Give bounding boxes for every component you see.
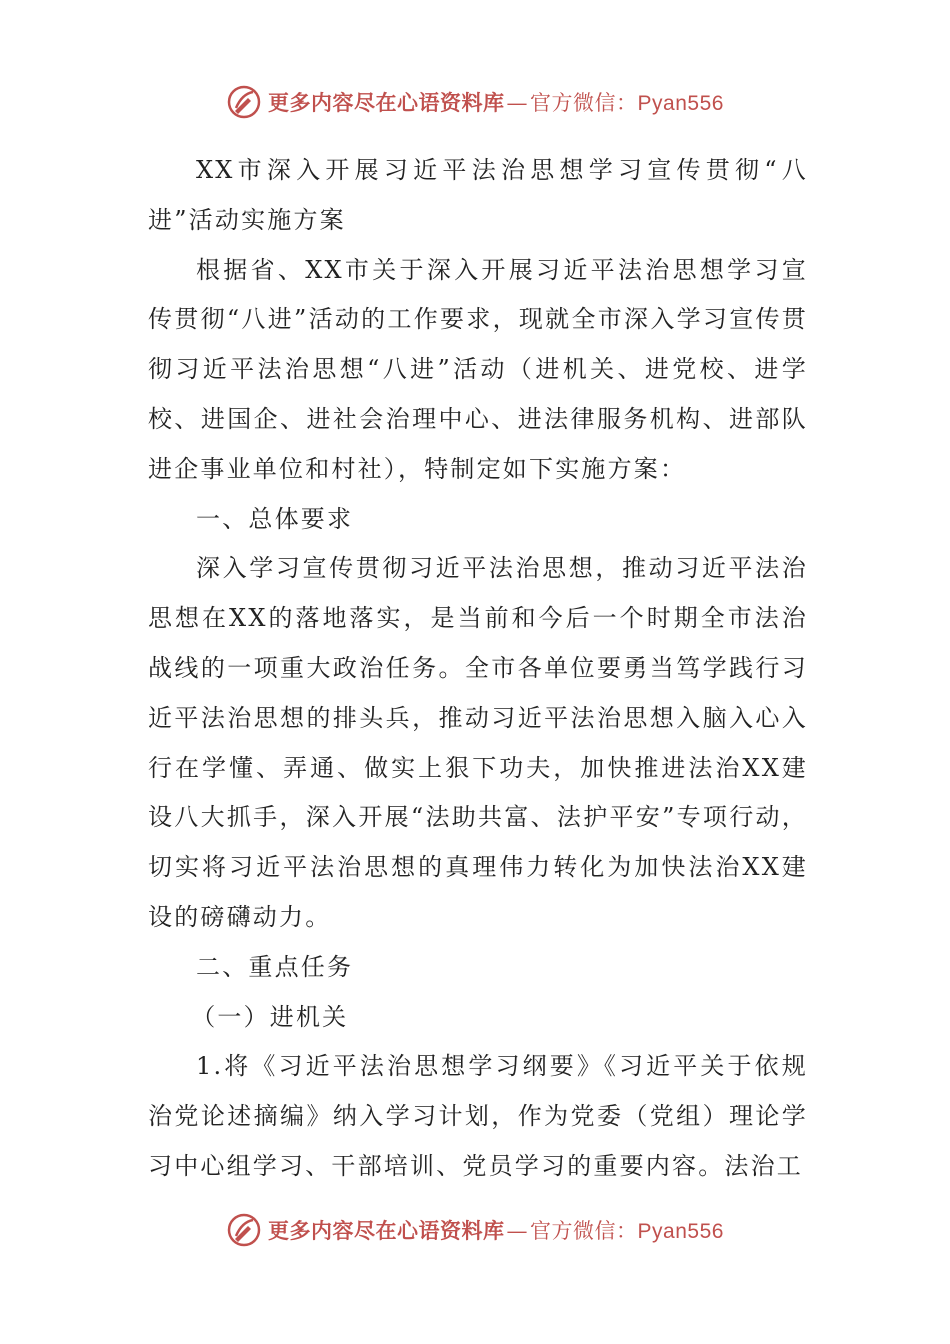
item-1-paragraph: 1.将《习近平法治思想学习纲要》《习近平关于依规治党论述摘编》纳入学习计划，作为党委（党组）理论学习中心组学习、干部培训、党员学习的重要内容。法治工 (148, 1052, 808, 1180)
watermark-separator: — (506, 91, 529, 115)
footer-watermark (0, 1210, 950, 1250)
watermark-main: 更多内容尽在心语资料库 (268, 90, 505, 115)
watermark-wechat-id: Pyan556 (637, 92, 724, 115)
watermark-main: 更多内容尽在心语资料库 (268, 1218, 505, 1243)
pen-logo-icon (226, 84, 262, 120)
watermark-separator: — (506, 1219, 529, 1243)
section-heading-key-tasks: 二、重点任务 (196, 952, 354, 981)
document-title: XX市深入开展习近平法治思想学习宣传贯彻“八进”活动实施方案 (148, 156, 808, 234)
watermark-official: 官方微信： (530, 91, 638, 115)
watermark-text (268, 87, 724, 117)
watermark-wechat-id: Pyan556 (637, 1220, 724, 1243)
subsection-heading-agencies: （一）进机关 (191, 1002, 349, 1031)
general-requirements-paragraph: 深入学习宣传贯彻习近平法治思想，推动习近平法治思想在XX的落地落实，是当前和今后一个时期全市法治战线的一项重大政治任务。全市各单位要勇当笃学践行习近平法治思想的排头兵，推动习近平法治思想入脑入心入行在学懂、弄通、做实上狠下功夫，加快推进法治XX建设八大抓手，深入开展“法助共富、法护平安”专项行动，切实将习近平法治思想的真理伟力转化为加快法治XX建设的磅礴动力。 (148, 554, 808, 931)
header-watermark (0, 82, 950, 122)
intro-paragraph: 根据省、XX市关于深入开展习近平法治思想学习宣传贯彻“八进”活动的工作要求，现就全市深入学习宣传贯彻习近平法治思想“八进”活动（进机关、进党校、进学校、进国企、进社会治理中心、进法律服务机构、进部队进企事业单位和村社），特制定如下实施方案： (148, 255, 808, 483)
document-body (148, 146, 808, 1192)
watermark-text (268, 1215, 724, 1245)
section-heading-general: 一、总体要求 (196, 504, 354, 533)
pen-logo-icon (226, 1212, 262, 1248)
watermark-official: 官方微信： (530, 1219, 638, 1243)
